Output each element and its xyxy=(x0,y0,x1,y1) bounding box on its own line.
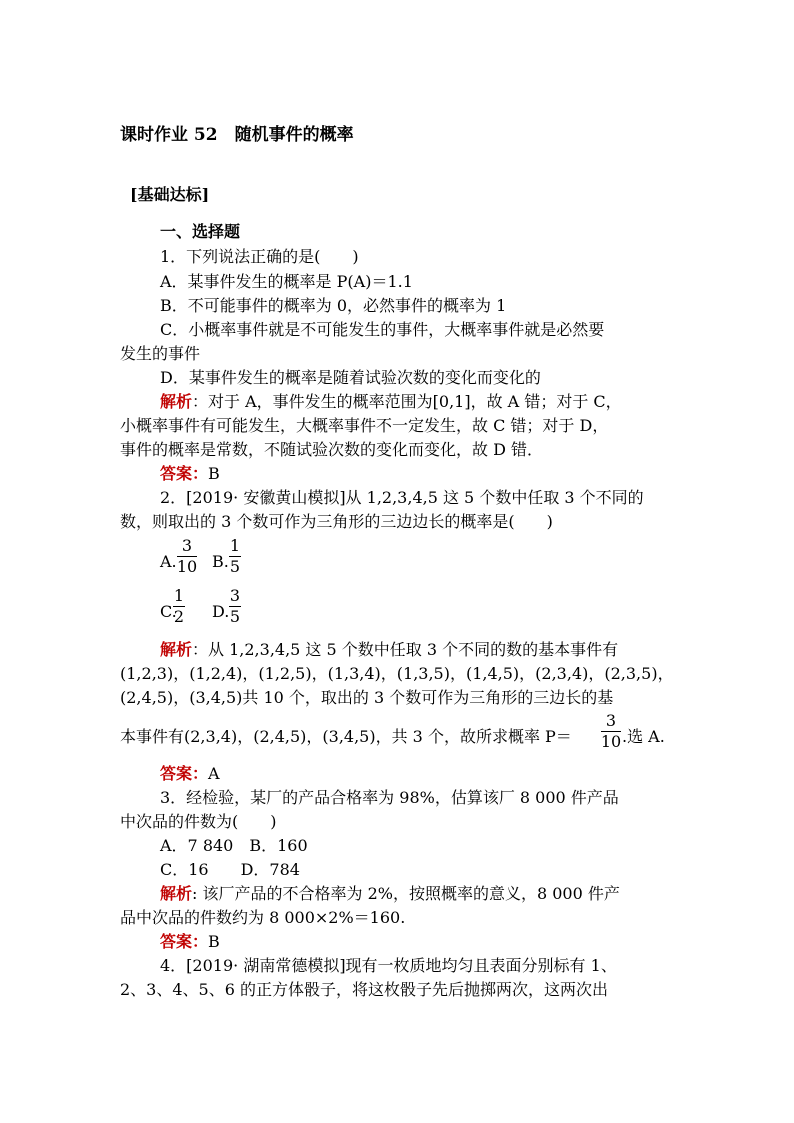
q1-solution-line3: 事件的概率是常数，不随试验次数的变化而变化，故 D 错． xyxy=(120,440,544,459)
q1-option-b: B．不可能事件的概率为 0，必然事件的概率为 1 xyxy=(160,296,507,315)
q1-option-c-line1: C．小概率事件就是不可能发生的事件，大概率事件就是必然要 xyxy=(160,320,605,339)
solution-text: ：从 1,2,3,4,5 这 5 个数中任取 3 个不同的数的基本事件有 xyxy=(192,640,619,659)
q1-option-c-line2: 发生的事件 xyxy=(120,344,201,363)
q1-stem: 1．下列说法正确的是( ) xyxy=(160,247,359,266)
q2-stem-line2: 数，则取出的 3 个数可作为三角形的三边边长的概率是( ) xyxy=(120,512,553,531)
numerator: 3 xyxy=(229,586,241,605)
answer-label: 答案： xyxy=(160,932,209,951)
q2-solution-line2: (1,2,3)，(1,2,4)，(1,2,5)，(1,3,4)，(1,3,5)，(1,4,5)，(2,3,4)，(2,3,5)， xyxy=(120,664,674,683)
denominator: 5 xyxy=(229,607,241,626)
q2-solution-line3: (2,4,5)，(3,4,5)共 10 个，取出的 3 个数可作为三角形的三边长的基 xyxy=(120,688,614,707)
q3-stem-line1: 3．经检验，某厂的产品合格率为 98%，估算该厂 8 000 件产品 xyxy=(160,788,619,807)
q3-solution-line2: 品中次品的件数约为 8 000×2%＝160. xyxy=(120,908,406,927)
numerator: 1 xyxy=(229,536,241,555)
q1-answer xyxy=(160,462,220,486)
numerator: 3 xyxy=(605,711,617,730)
numerator: 3 xyxy=(181,536,193,555)
q2-solution-line1 xyxy=(160,638,618,662)
q1-option-d: D．某事件发生的概率是随着试验次数的变化而变化的 xyxy=(160,368,541,387)
q1-option-a: A．某事件发生的概率是 P(A)＝1.1 xyxy=(160,272,413,291)
q3-options-ab: A．7 840 B．160 xyxy=(160,836,308,855)
answer-value: B xyxy=(208,464,220,483)
q3-solution-line1 xyxy=(160,882,620,906)
solution-label: 解析 xyxy=(160,640,193,659)
part-heading: 一、选择题 xyxy=(160,222,241,241)
solution-label: 解析 xyxy=(160,884,193,903)
q2-option-d-label: D. xyxy=(212,602,230,621)
solution-label: 解析 xyxy=(160,392,193,411)
numerator: 1 xyxy=(173,586,185,605)
q2-option-c-label: C. xyxy=(160,602,177,621)
page-title: 课时作业 52 随机事件的概率 xyxy=(120,125,354,145)
q3-answer xyxy=(160,930,220,954)
q2-answer xyxy=(160,762,220,786)
q2-solution-line4: 本事件有(2,3,4)，(2,4,5)，(3,4,5)，共 3 个，故所求概率 P＝ xyxy=(120,727,572,746)
denominator: 10 xyxy=(600,732,622,751)
q1-solution-line1 xyxy=(160,390,622,414)
solution-text: ：对于 A，事件发生的概率范围为[0,1]，故 A 错；对于 C， xyxy=(192,392,622,411)
q2-option-a-label: A. xyxy=(160,552,177,571)
q2-option-c-fraction xyxy=(172,586,186,627)
answer-value: B xyxy=(208,932,220,951)
denominator: 10 xyxy=(176,557,198,576)
answer-label: 答案： xyxy=(160,464,209,483)
answer-label: 答案： xyxy=(160,764,209,783)
q3-options-cd: C．16 D．784 xyxy=(160,860,300,879)
q2-solution-end: .选 A. xyxy=(622,727,665,746)
section-heading: [基础达标] xyxy=(130,185,210,204)
denominator: 5 xyxy=(229,557,241,576)
q4-stem-line2: 2、3、4、5、6 的正方体骰子，将这枚骰子先后抛掷两次，这两次出 xyxy=(120,980,608,999)
answer-value: A xyxy=(208,764,220,783)
q3-stem-line2: 中次品的件数为( ) xyxy=(120,812,277,831)
q2-option-d-fraction xyxy=(228,586,242,627)
solution-text: : 该厂产品的不合格率为 2%，按照概率的意义，8 000 件产 xyxy=(192,884,620,903)
q2-option-a-fraction xyxy=(176,536,198,577)
denominator: 2 xyxy=(173,607,185,626)
q2-stem-line1: 2．[2019· 安徽黄山模拟]从 1,2,3,4,5 这 5 个数中任取 3 个不同的 xyxy=(160,488,644,507)
q2-solution-fraction xyxy=(600,711,622,752)
q1-solution-line2: 小概率事件有可能发生，大概率事件不一定发生，故 C 错；对于 D， xyxy=(120,416,609,435)
q2-option-b-fraction xyxy=(228,536,242,577)
q2-option-b-label: B. xyxy=(212,552,229,571)
q4-stem-line1: 4．[2019· 湖南常德模拟]现有一枚质地均匀且表面分别标有 1、 xyxy=(160,956,617,975)
